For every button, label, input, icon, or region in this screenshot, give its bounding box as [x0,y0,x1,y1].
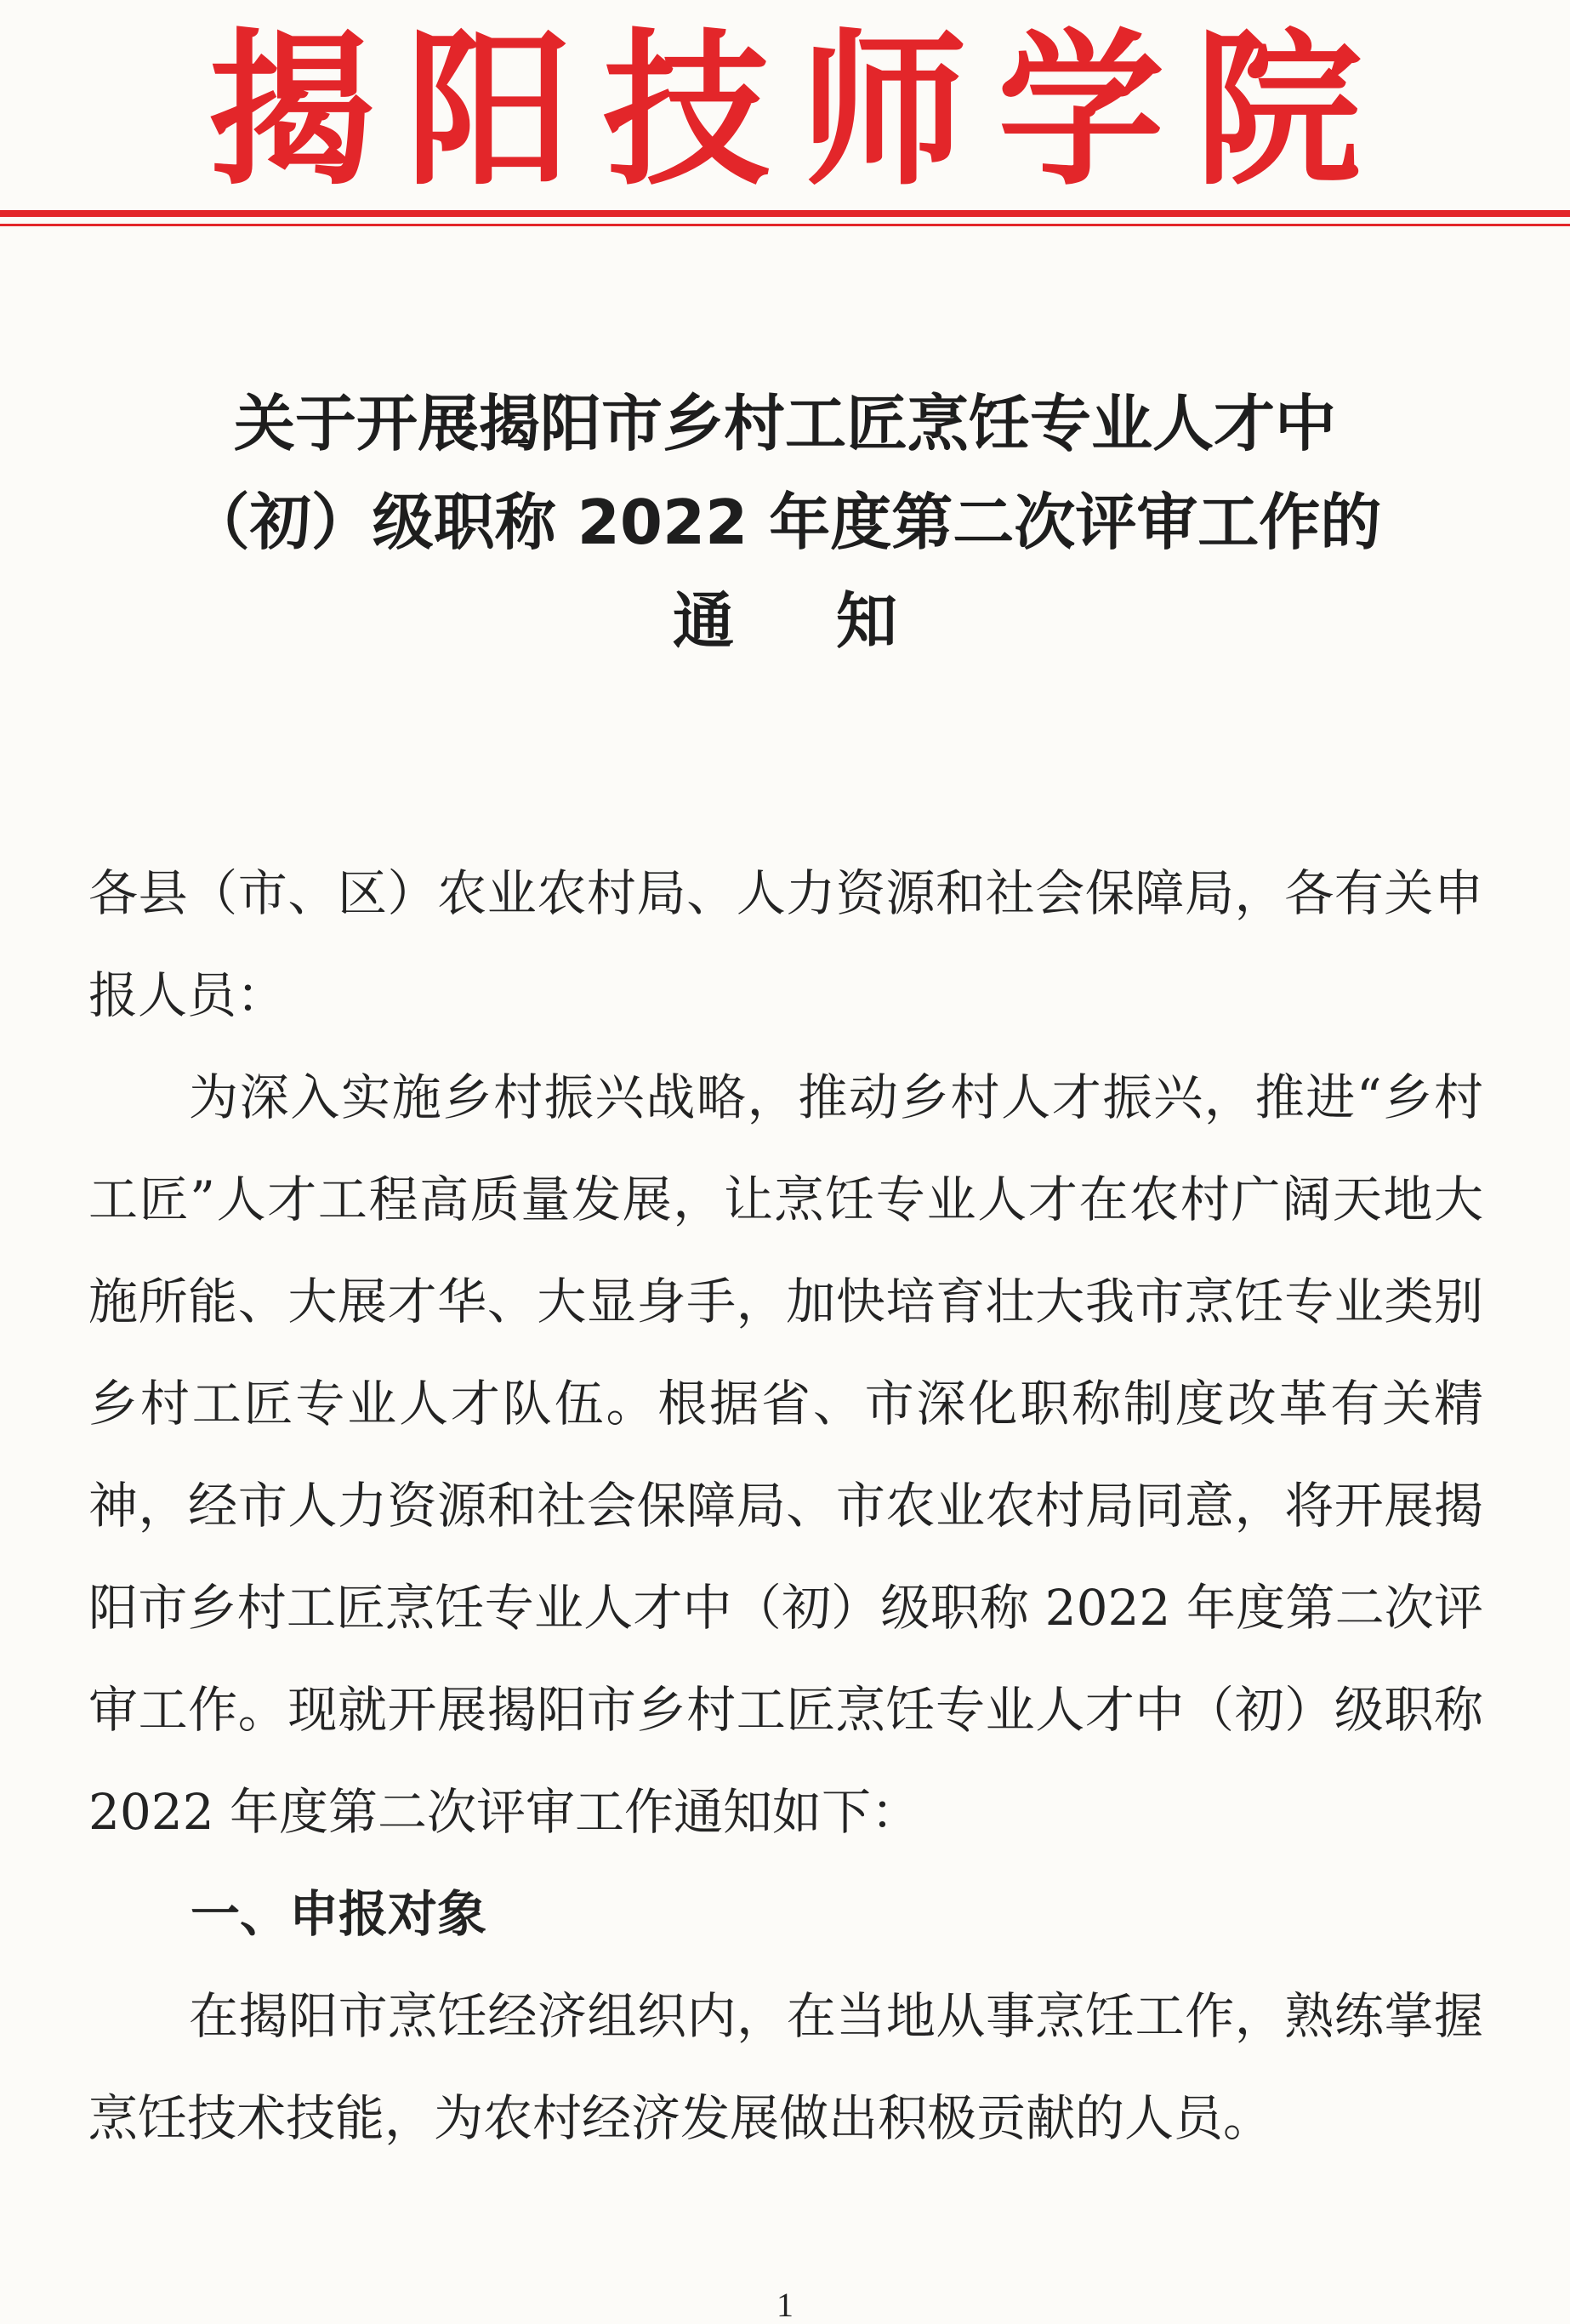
salutation: 各县（市、区）农业农村局、人力资源和社会保障局，各有关申报人员： [88,864,1483,1024]
letterhead-title: 揭阳技师学院 [208,13,1392,208]
paragraph-applicants: 在揭阳市烹饪经济组织内，在当地从事烹饪工作，熟练掌握烹饪技术技能，为农村经济发展做出积极贡献的人员。 [88,1987,1483,2147]
letterhead-rule-thick [0,210,1570,217]
notice-title-line-2: （初）级职称 2022 年度第二次评审工作的 [188,487,1382,558]
section-heading-applicants: 一、申报对象 [191,1885,487,1943]
notice-title [85,374,1485,670]
paragraph-intro: 为深入实施乡村振兴战略，推动乡村人才振兴，推进“乡村工匠”人才工程高质量发展，让烹饪专业人才在农村广阔天地大施所能、大展才华、大显身手，加快培育壮大我市烹饪专业类别乡村工匠专业人才队伍。根据省、市深化职称制度改革有关精神，经市人力资源和社会保障局、市农业农村局同意，将开展揭阳市乡村工匠烹饪专业人才中（初）级职称 2022 年度第二次评审工作。现就开展揭阳市乡村工匠烹饪专业人才中（初）级职称 2022 年度第二次评审工作通知如下： [88,1068,1483,1841]
letterhead-rule-thin [0,224,1570,226]
page-number: 1 [776,2286,794,2324]
notice-body [88,842,1483,2169]
notice-title-line-1: 关于开展揭阳市乡村工匠烹饪专业人才中 [233,388,1336,459]
notice-title-line-3: 通知 [672,585,999,657]
letterhead [0,9,1570,213]
